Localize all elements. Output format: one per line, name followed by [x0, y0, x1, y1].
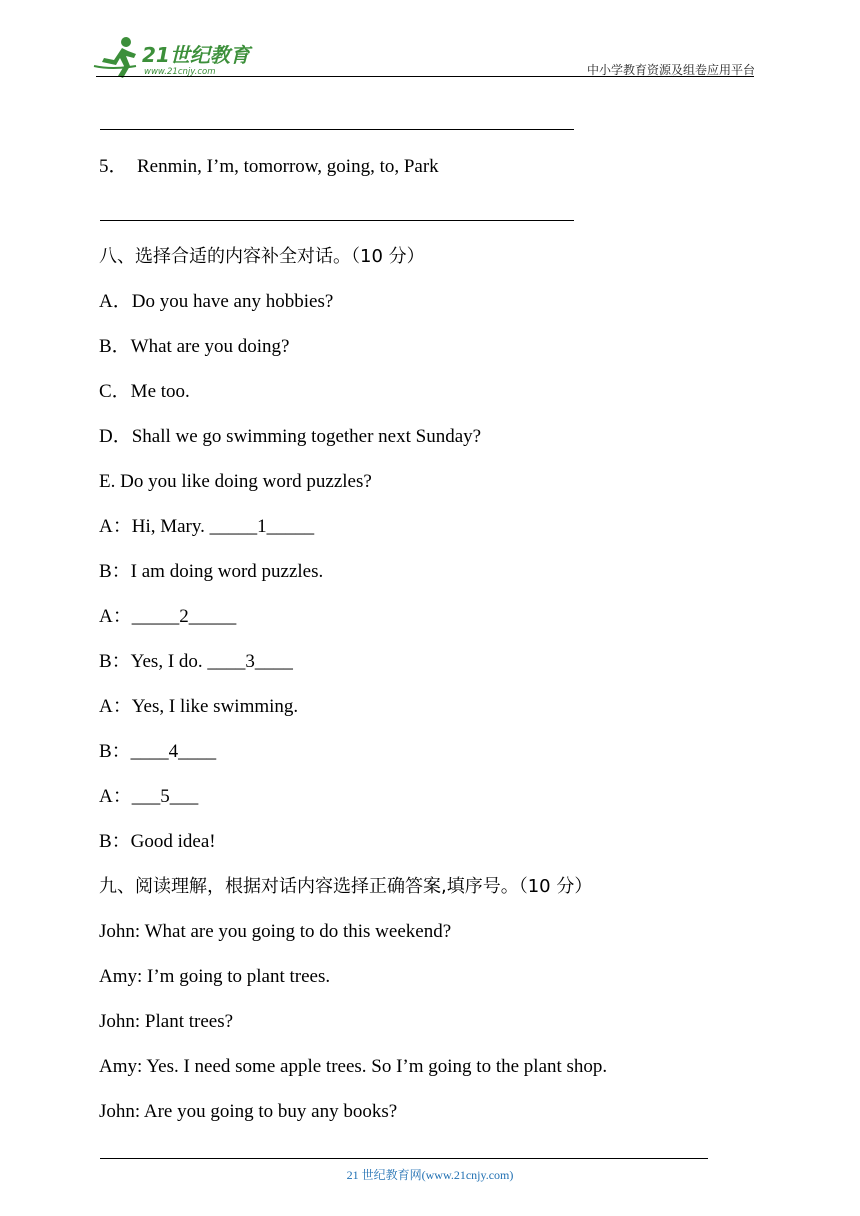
dialogue-line: B：Good idea! — [99, 831, 216, 852]
reading-line: John: Plant trees? — [99, 1011, 234, 1032]
answer-line — [100, 220, 574, 221]
footer-link[interactable]: 21 世纪教育网(www.21cnjy.com) — [346, 1168, 514, 1182]
runner-icon — [94, 37, 136, 78]
platform-name: 中小学教育资源及组卷应用平台 — [586, 63, 755, 77]
answer-line — [100, 129, 574, 130]
reading-line: John: Are you going to buy any books? — [99, 1101, 398, 1122]
dialogue-line: B：____4____ — [99, 741, 217, 762]
dialogue-line: B：Yes, I do. ____3____ — [99, 651, 293, 672]
site-logo — [92, 36, 262, 80]
dialogue-line: A：Yes, I like swimming. — [99, 696, 299, 717]
option-c: C．Me too. — [99, 381, 190, 402]
dialogue-line: A：___5___ — [99, 786, 199, 807]
option-b: B．What are you doing? — [99, 336, 290, 357]
footer-divider — [100, 1158, 708, 1159]
question-5: 5． Renmin, I’m, tomorrow, going, to, Park — [99, 156, 439, 177]
logo-url: www.21cnjy.com — [144, 67, 216, 77]
dialogue-line: A：_____2_____ — [99, 606, 237, 627]
section-8-title: 八、选择合适的内容补全对话。（10 分） — [99, 246, 425, 267]
option-d: D．Shall we go swimming together next Sunday? — [99, 426, 482, 447]
logo-text: 21世纪教育 — [142, 43, 250, 67]
option-a: A．Do you have any hobbies? — [99, 291, 334, 312]
dialogue-line: B：I am doing word puzzles. — [99, 561, 324, 582]
section-9-title: 九、阅读理解，根据对话内容选择正确答案,填序号。（10 分） — [99, 876, 593, 897]
reading-line: John: What are you going to do this weekend? — [99, 921, 452, 942]
option-e: E. Do you like doing word puzzles? — [99, 471, 372, 492]
header-divider — [96, 76, 754, 77]
reading-line: Amy: I’m going to plant trees. — [99, 966, 331, 987]
dialogue-line: A：Hi, Mary. _____1_____ — [99, 516, 315, 537]
reading-line: Amy: Yes. I need some apple trees. So I’m going to the plant shop. — [99, 1056, 608, 1077]
